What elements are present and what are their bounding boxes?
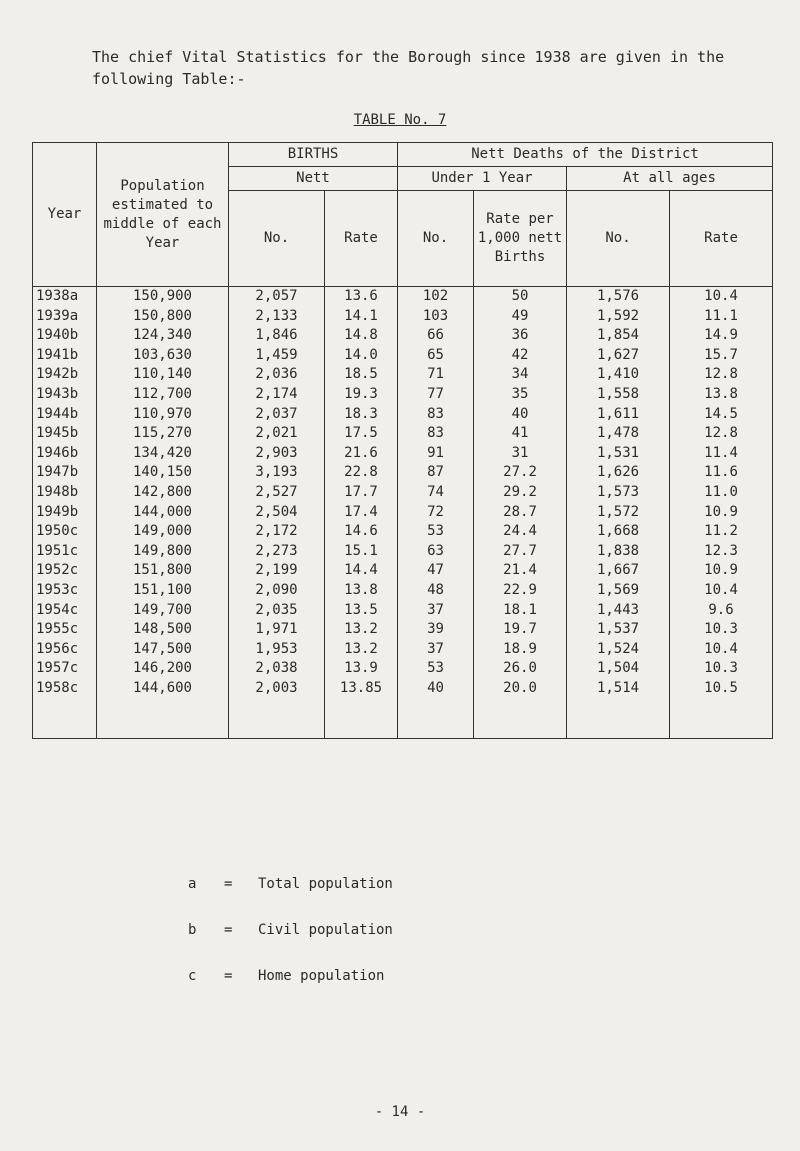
legend-item	[188, 922, 393, 968]
cell-deaths-rate: 11.0	[670, 483, 773, 503]
cell-year: 1953c	[33, 581, 97, 601]
cell-births-rate: 13.85	[325, 679, 398, 699]
cell-population: 112,700	[97, 385, 229, 405]
cell-population: 148,500	[97, 620, 229, 640]
cell-infant-rate: 28.7	[474, 503, 567, 523]
cell-births-rate: 13.2	[325, 640, 398, 660]
cell-infant-no: 47	[398, 561, 474, 581]
cell-population: 150,900	[97, 287, 229, 307]
cell-infant-no: 63	[398, 542, 474, 562]
cell-deaths-no: 1,531	[567, 444, 670, 464]
empty-cell	[325, 698, 398, 739]
cell-population: 151,800	[97, 561, 229, 581]
cell-deaths-no: 1,504	[567, 659, 670, 679]
cell-births-no: 2,037	[229, 405, 325, 425]
cell-population: 110,970	[97, 405, 229, 425]
cell-year: 1950c	[33, 522, 97, 542]
table-row	[33, 365, 773, 385]
header-deaths-no: No.	[567, 191, 670, 287]
header-population: Population estimated to middle of each Year	[97, 143, 229, 287]
legend-sep: =	[224, 968, 233, 984]
cell-deaths-no: 1,576	[567, 287, 670, 307]
header-nett-deaths: Nett Deaths of the District	[398, 143, 773, 167]
cell-infant-no: 77	[398, 385, 474, 405]
cell-population: 150,800	[97, 307, 229, 327]
cell-infant-no: 65	[398, 346, 474, 366]
cell-births-rate: 14.8	[325, 326, 398, 346]
header-births-no: No.	[229, 191, 325, 287]
cell-infant-rate: 31	[474, 444, 567, 464]
cell-deaths-no: 1,854	[567, 326, 670, 346]
cell-infant-rate: 40	[474, 405, 567, 425]
cell-deaths-rate: 13.8	[670, 385, 773, 405]
empty-cell	[33, 698, 97, 739]
legend-key: a	[188, 876, 197, 892]
cell-births-no: 2,035	[229, 601, 325, 621]
cell-births-no: 1,459	[229, 346, 325, 366]
cell-births-no: 2,527	[229, 483, 325, 503]
cell-deaths-rate: 10.4	[670, 581, 773, 601]
legend-sep: =	[224, 876, 233, 892]
cell-deaths-no: 1,537	[567, 620, 670, 640]
table-row	[33, 679, 773, 699]
page-number: - 14 -	[374, 1104, 426, 1120]
cell-year: 1949b	[33, 503, 97, 523]
vital-statistics-table	[32, 142, 773, 739]
cell-births-rate: 14.1	[325, 307, 398, 327]
header-births: BIRTHS	[229, 143, 398, 167]
cell-births-no: 2,003	[229, 679, 325, 699]
cell-population: 124,340	[97, 326, 229, 346]
cell-population: 110,140	[97, 365, 229, 385]
cell-infant-rate: 21.4	[474, 561, 567, 581]
cell-infant-no: 48	[398, 581, 474, 601]
cell-infant-rate: 36	[474, 326, 567, 346]
legend-key: b	[188, 922, 197, 938]
cell-population: 134,420	[97, 444, 229, 464]
cell-infant-rate: 19.7	[474, 620, 567, 640]
cell-deaths-rate: 10.3	[670, 659, 773, 679]
cell-deaths-rate: 10.4	[670, 640, 773, 660]
table-row	[33, 659, 773, 679]
cell-deaths-rate: 11.4	[670, 444, 773, 464]
table-row	[33, 542, 773, 562]
cell-population: 151,100	[97, 581, 229, 601]
cell-births-rate: 17.4	[325, 503, 398, 523]
cell-deaths-no: 1,627	[567, 346, 670, 366]
cell-births-rate: 18.3	[325, 405, 398, 425]
cell-population: 115,270	[97, 424, 229, 444]
cell-births-no: 3,193	[229, 463, 325, 483]
header-nett: Nett	[229, 167, 398, 191]
cell-deaths-rate: 14.9	[670, 326, 773, 346]
empty-cell	[474, 698, 567, 739]
cell-year: 1939a	[33, 307, 97, 327]
legend-label: Civil population	[258, 922, 393, 938]
cell-births-rate: 13.9	[325, 659, 398, 679]
table-row	[33, 522, 773, 542]
cell-births-no: 2,903	[229, 444, 325, 464]
cell-births-rate: 14.6	[325, 522, 398, 542]
cell-infant-no: 72	[398, 503, 474, 523]
cell-population: 149,000	[97, 522, 229, 542]
cell-births-no: 2,090	[229, 581, 325, 601]
empty-cell	[398, 698, 474, 739]
table-title-text: TABLE No. 7	[353, 112, 447, 128]
cell-infant-rate: 34	[474, 365, 567, 385]
cell-year: 1941b	[33, 346, 97, 366]
cell-deaths-rate: 10.5	[670, 679, 773, 699]
table-row	[33, 640, 773, 660]
cell-year: 1940b	[33, 326, 97, 346]
cell-deaths-rate: 11.6	[670, 463, 773, 483]
cell-population: 144,600	[97, 679, 229, 699]
cell-deaths-no: 1,572	[567, 503, 670, 523]
cell-infant-no: 39	[398, 620, 474, 640]
cell-infant-rate: 22.9	[474, 581, 567, 601]
cell-deaths-rate: 15.7	[670, 346, 773, 366]
cell-deaths-rate: 9.6	[670, 601, 773, 621]
cell-population: 142,800	[97, 483, 229, 503]
cell-births-no: 2,057	[229, 287, 325, 307]
cell-population: 146,200	[97, 659, 229, 679]
cell-deaths-rate: 12.8	[670, 365, 773, 385]
table-row	[33, 287, 773, 307]
cell-year: 1956c	[33, 640, 97, 660]
cell-deaths-no: 1,611	[567, 405, 670, 425]
cell-deaths-rate: 10.9	[670, 503, 773, 523]
cell-infant-no: 83	[398, 424, 474, 444]
cell-year: 1952c	[33, 561, 97, 581]
cell-deaths-no: 1,558	[567, 385, 670, 405]
cell-year: 1942b	[33, 365, 97, 385]
cell-births-no: 2,133	[229, 307, 325, 327]
empty-cell	[229, 698, 325, 739]
cell-infant-rate: 27.7	[474, 542, 567, 562]
cell-deaths-no: 1,443	[567, 601, 670, 621]
cell-births-rate: 13.8	[325, 581, 398, 601]
header-deaths-rate: Rate	[670, 191, 773, 287]
cell-infant-no: 74	[398, 483, 474, 503]
legend-sep: =	[224, 922, 233, 938]
cell-deaths-rate: 12.8	[670, 424, 773, 444]
cell-infant-no: 40	[398, 679, 474, 699]
cell-year: 1948b	[33, 483, 97, 503]
table-title	[0, 112, 800, 128]
cell-deaths-rate: 10.3	[670, 620, 773, 640]
cell-year: 1944b	[33, 405, 97, 425]
cell-population: 144,000	[97, 503, 229, 523]
cell-year: 1945b	[33, 424, 97, 444]
cell-deaths-no: 1,573	[567, 483, 670, 503]
cell-deaths-no: 1,478	[567, 424, 670, 444]
cell-births-rate: 13.5	[325, 601, 398, 621]
cell-births-rate: 13.6	[325, 287, 398, 307]
cell-births-rate: 19.3	[325, 385, 398, 405]
header-year: Year	[33, 143, 97, 287]
cell-infant-rate: 41	[474, 424, 567, 444]
cell-births-no: 2,273	[229, 542, 325, 562]
cell-infant-no: 71	[398, 365, 474, 385]
table-row	[33, 620, 773, 640]
header-births-rate: Rate	[325, 191, 398, 287]
table-row	[33, 581, 773, 601]
table-row	[33, 561, 773, 581]
cell-infant-rate: 24.4	[474, 522, 567, 542]
cell-births-rate: 22.8	[325, 463, 398, 483]
legend-item	[188, 876, 393, 922]
table-row	[33, 405, 773, 425]
legend-key: c	[188, 968, 197, 984]
cell-infant-no: 53	[398, 522, 474, 542]
table-bottom-spacer	[33, 698, 773, 739]
cell-births-no: 2,021	[229, 424, 325, 444]
cell-births-no: 1,846	[229, 326, 325, 346]
cell-deaths-rate: 11.2	[670, 522, 773, 542]
cell-infant-no: 66	[398, 326, 474, 346]
cell-infant-rate: 18.9	[474, 640, 567, 660]
cell-infant-no: 83	[398, 405, 474, 425]
cell-population: 149,800	[97, 542, 229, 562]
cell-deaths-no: 1,626	[567, 463, 670, 483]
table-row	[33, 444, 773, 464]
cell-infant-rate: 27.2	[474, 463, 567, 483]
header-infant-no: No.	[398, 191, 474, 287]
table-row	[33, 463, 773, 483]
table-body	[33, 287, 773, 739]
empty-cell	[97, 698, 229, 739]
cell-infant-rate: 29.2	[474, 483, 567, 503]
cell-births-rate: 15.1	[325, 542, 398, 562]
cell-infant-rate: 18.1	[474, 601, 567, 621]
cell-births-rate: 21.6	[325, 444, 398, 464]
legend	[188, 876, 393, 1014]
cell-population: 140,150	[97, 463, 229, 483]
cell-deaths-no: 1,838	[567, 542, 670, 562]
cell-births-rate: 18.5	[325, 365, 398, 385]
cell-year: 1947b	[33, 463, 97, 483]
header-at-all-ages: At all ages	[567, 167, 773, 191]
cell-year: 1943b	[33, 385, 97, 405]
cell-infant-no: 91	[398, 444, 474, 464]
cell-year: 1954c	[33, 601, 97, 621]
table-row	[33, 385, 773, 405]
legend-item	[188, 968, 393, 1014]
cell-population: 103,630	[97, 346, 229, 366]
cell-infant-rate: 50	[474, 287, 567, 307]
legend-label: Home population	[258, 968, 385, 984]
cell-infant-no: 102	[398, 287, 474, 307]
cell-infant-no: 103	[398, 307, 474, 327]
table-row	[33, 326, 773, 346]
cell-deaths-no: 1,592	[567, 307, 670, 327]
cell-births-rate: 14.0	[325, 346, 398, 366]
cell-infant-rate: 26.0	[474, 659, 567, 679]
cell-deaths-rate: 10.4	[670, 287, 773, 307]
cell-deaths-no: 1,667	[567, 561, 670, 581]
cell-births-rate: 17.7	[325, 483, 398, 503]
cell-infant-no: 87	[398, 463, 474, 483]
cell-population: 149,700	[97, 601, 229, 621]
cell-year: 1958c	[33, 679, 97, 699]
cell-infant-no: 37	[398, 601, 474, 621]
table-row	[33, 307, 773, 327]
table-row	[33, 424, 773, 444]
table-row	[33, 483, 773, 503]
cell-births-no: 1,953	[229, 640, 325, 660]
cell-deaths-rate: 11.1	[670, 307, 773, 327]
cell-infant-rate: 42	[474, 346, 567, 366]
cell-deaths-no: 1,668	[567, 522, 670, 542]
cell-births-no: 2,174	[229, 385, 325, 405]
cell-births-rate: 13.2	[325, 620, 398, 640]
header-infant-rate: Rate per 1,000 nett Births	[474, 191, 567, 287]
cell-births-no: 2,036	[229, 365, 325, 385]
cell-year: 1957c	[33, 659, 97, 679]
cell-year: 1938a	[33, 287, 97, 307]
empty-cell	[670, 698, 773, 739]
cell-deaths-no: 1,569	[567, 581, 670, 601]
cell-year: 1955c	[33, 620, 97, 640]
cell-year: 1946b	[33, 444, 97, 464]
cell-deaths-rate: 12.3	[670, 542, 773, 562]
header-under-1-year: Under 1 Year	[398, 167, 567, 191]
cell-population: 147,500	[97, 640, 229, 660]
cell-births-no: 2,038	[229, 659, 325, 679]
cell-infant-no: 53	[398, 659, 474, 679]
intro-paragraph: The chief Vital Statistics for the Borough since 1938 are given in the following Table:-	[92, 48, 725, 88]
cell-deaths-no: 1,410	[567, 365, 670, 385]
cell-infant-no: 37	[398, 640, 474, 660]
cell-births-no: 2,172	[229, 522, 325, 542]
cell-year: 1951c	[33, 542, 97, 562]
cell-births-rate: 14.4	[325, 561, 398, 581]
cell-births-rate: 17.5	[325, 424, 398, 444]
cell-infant-rate: 35	[474, 385, 567, 405]
cell-births-no: 2,199	[229, 561, 325, 581]
cell-deaths-no: 1,524	[567, 640, 670, 660]
cell-births-no: 1,971	[229, 620, 325, 640]
cell-infant-rate: 20.0	[474, 679, 567, 699]
table-row	[33, 503, 773, 523]
cell-infant-rate: 49	[474, 307, 567, 327]
empty-cell	[567, 698, 670, 739]
cell-deaths-rate: 10.9	[670, 561, 773, 581]
cell-deaths-rate: 14.5	[670, 405, 773, 425]
cell-deaths-no: 1,514	[567, 679, 670, 699]
table-row	[33, 601, 773, 621]
legend-label: Total population	[258, 876, 393, 892]
cell-births-no: 2,504	[229, 503, 325, 523]
table-row	[33, 346, 773, 366]
